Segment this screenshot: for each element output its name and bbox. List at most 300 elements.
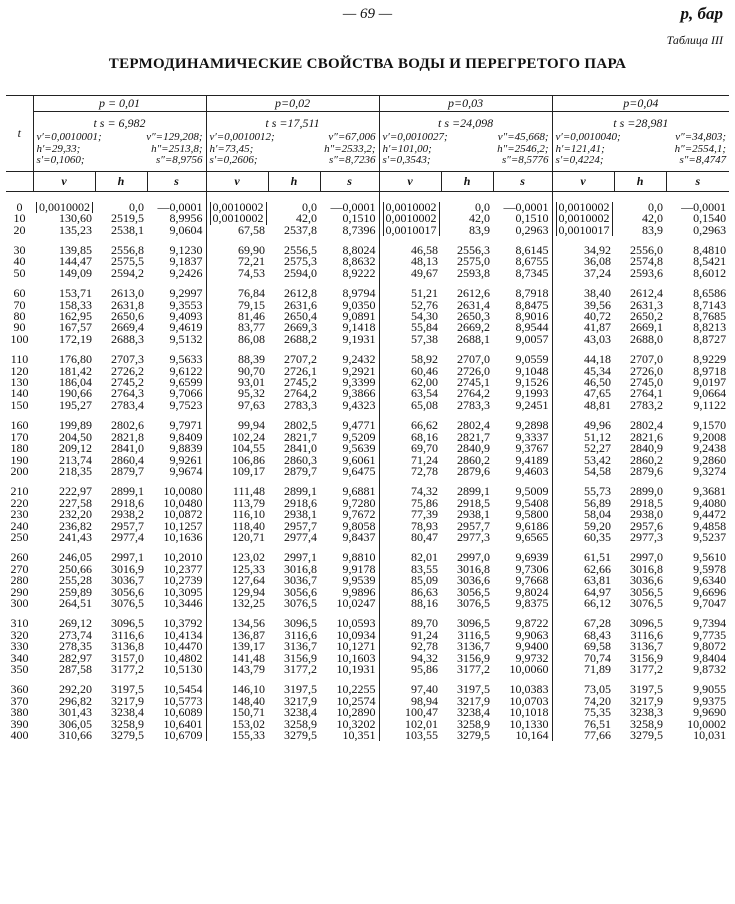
- s-cell: 9,6475: [320, 466, 379, 477]
- h-cell: 2860,3: [284, 454, 318, 466]
- s-cell: 8,9956: [147, 213, 206, 224]
- v-cell: 75,86: [411, 497, 439, 510]
- h-cell: 3177,2: [630, 664, 664, 676]
- table-row: [6, 498, 729, 509]
- saturation-properties: [379, 132, 552, 171]
- h-cell: 2802,6: [111, 420, 144, 432]
- v-cell: 103,55: [405, 730, 439, 742]
- col-header-v: v: [206, 171, 268, 191]
- v-cell: 37,24: [584, 267, 612, 280]
- boxed-value: 0,0010002: [210, 202, 267, 213]
- v-cell: 54,30: [411, 311, 439, 323]
- v-cell: 273,74: [59, 629, 92, 642]
- s-cell: 10,3792: [147, 618, 206, 629]
- s-cell: 9,0559: [493, 354, 552, 365]
- s-cell: 9,0350: [320, 300, 379, 311]
- v-cell: 155,33: [232, 730, 266, 742]
- v-cell: 97,40: [411, 684, 439, 696]
- s-cell: 8,8632: [320, 256, 379, 267]
- table-row: [6, 696, 729, 707]
- h-cell: 3076,5: [284, 597, 318, 610]
- temperature-cell: 310: [10, 618, 29, 630]
- v-cell: 58,92: [411, 354, 439, 366]
- h-cell: 2764,2: [284, 388, 318, 400]
- v-cell: 60,35: [584, 531, 612, 544]
- sat-h-vapor: h″=2554,1;: [674, 142, 727, 155]
- sat-v-liquid: v′=0,0010012;: [209, 132, 275, 143]
- v-cell: 134,56: [232, 618, 266, 630]
- h-cell: 3016,8: [284, 563, 318, 576]
- s-cell: 9,3274: [693, 465, 727, 478]
- s-cell: 9,5209: [320, 432, 379, 443]
- s-cell: 10,2377: [147, 564, 206, 575]
- column-header-row: [6, 171, 729, 191]
- table-row: [6, 311, 729, 322]
- table-row: [6, 630, 729, 641]
- h-cell: 3238,4: [284, 707, 318, 719]
- v-cell: 186,04: [59, 377, 92, 389]
- temperature-cell: 380: [10, 707, 29, 719]
- h-cell: 2538,1: [111, 224, 144, 236]
- s-cell: 10,1931: [320, 664, 379, 675]
- h-cell: 2726,2: [111, 365, 144, 378]
- s-cell: 9,6565: [493, 532, 552, 543]
- col-header-h: h: [441, 171, 493, 191]
- temperature-cell: 0: [16, 201, 23, 214]
- boxed-value: 0,0010002: [383, 213, 440, 224]
- v-cell: 88,16: [411, 597, 439, 610]
- h-cell: 2556,3: [457, 245, 491, 257]
- table-row: [6, 202, 729, 213]
- v-cell: 73,05: [584, 684, 612, 696]
- s-cell: 9,1931: [320, 334, 379, 345]
- v-cell: 67,58: [238, 224, 266, 236]
- saturation-properties: [206, 132, 379, 171]
- v-cell: 72,78: [411, 465, 439, 478]
- boxed-value: 0,0010002: [36, 202, 93, 213]
- temperature-cell: 240: [10, 520, 29, 532]
- h-cell: 2879,6: [457, 465, 491, 478]
- h-cell: 3076,5: [111, 597, 144, 610]
- col-header-v: v: [379, 171, 441, 191]
- s-cell: 9,9178: [320, 564, 379, 575]
- v-cell: 94,32: [411, 652, 439, 664]
- h-cell: 3279,5: [630, 730, 664, 742]
- v-cell: 95,86: [411, 664, 439, 676]
- s-cell: 10,0593: [320, 618, 379, 629]
- v-cell: [379, 225, 441, 236]
- s-cell: 9,1526: [493, 377, 552, 388]
- s-cell: 9,9896: [320, 587, 379, 598]
- h-cell: 3197,5: [111, 684, 144, 696]
- v-cell: 83,77: [238, 322, 266, 334]
- temperature-cell: 130: [10, 377, 29, 389]
- v-cell: 232,20: [59, 509, 92, 521]
- s-cell: 9,0197: [693, 377, 727, 389]
- table-row: [6, 664, 729, 675]
- table-row: [6, 598, 729, 609]
- s-cell: 9,6186: [493, 521, 552, 532]
- h-cell: 3096,5: [630, 618, 664, 630]
- h-cell: 2899,1: [111, 486, 144, 498]
- s-cell: 9,5639: [320, 443, 379, 454]
- s-cell: 8,9229: [693, 354, 727, 366]
- s-cell: 9,2898: [493, 420, 552, 431]
- v-cell: 204,50: [59, 431, 92, 444]
- s-cell: 9,7280: [320, 498, 379, 509]
- table-row: [6, 552, 729, 563]
- s-cell: 8,7396: [320, 225, 379, 236]
- v-cell: 278,35: [59, 641, 92, 653]
- temperature-cell: 60: [13, 288, 26, 300]
- v-cell: [33, 202, 95, 213]
- v-cell: 135,23: [59, 224, 92, 236]
- s-cell: 8,7685: [693, 311, 727, 323]
- v-cell: 69,58: [584, 641, 612, 653]
- h-cell: 2802,4: [630, 420, 664, 432]
- table-row: [6, 486, 729, 497]
- v-cell: 149,09: [59, 267, 92, 280]
- sat-v-liquid: v′=0,0010027;: [382, 132, 448, 143]
- t-column-header: t: [6, 96, 33, 172]
- h-cell: 2764,1: [630, 388, 664, 400]
- v-cell: 287,58: [59, 664, 92, 676]
- h-cell: 3036,7: [111, 575, 144, 587]
- s-cell: 9,7672: [320, 509, 379, 520]
- h-cell: 3056,6: [284, 586, 318, 598]
- s-cell: 8,5421: [693, 256, 727, 268]
- table-row: [6, 455, 729, 466]
- v-cell: 68,43: [584, 629, 612, 642]
- s-cell: —0,0001: [493, 202, 552, 213]
- h-cell: 2764,3: [111, 388, 144, 400]
- sat-h-liquid: h′=101,00;: [382, 142, 432, 155]
- v-cell: 74,32: [411, 486, 439, 498]
- h-cell: 3238,4: [457, 707, 491, 719]
- s-cell: 9,8404: [693, 652, 727, 664]
- table-body: [6, 191, 729, 741]
- v-cell: 218,35: [59, 465, 92, 478]
- sat-h-liquid: h′=73,45;: [209, 142, 254, 155]
- v-cell: 41,87: [584, 322, 612, 334]
- h-cell: 3157,0: [111, 652, 144, 664]
- sat-h-vapor: h″=2513,8;: [151, 142, 203, 155]
- h-cell: 2631,3: [630, 299, 664, 312]
- h-cell: 2575,5: [111, 256, 144, 268]
- v-cell: 259,89: [59, 586, 92, 598]
- h-cell: 3056,5: [630, 586, 664, 598]
- s-cell: 9,0664: [693, 388, 727, 400]
- v-cell: 109,17: [232, 465, 266, 478]
- h-cell: 2707,2: [284, 354, 318, 366]
- s-cell: 0,1540: [693, 213, 727, 225]
- s-cell: 9,9400: [493, 641, 552, 652]
- v-cell: 190,66: [59, 388, 92, 400]
- v-cell: 51,21: [411, 288, 439, 300]
- table-row: [6, 443, 729, 454]
- s-cell: 9,7523: [147, 400, 206, 411]
- v-cell: 64,97: [584, 586, 612, 598]
- s-cell: 9,3399: [320, 377, 379, 388]
- s-cell: 9,3681: [693, 486, 727, 498]
- v-cell: 81,46: [238, 311, 266, 323]
- table-row: [6, 509, 729, 520]
- temperature-cell: 190: [10, 454, 29, 466]
- temperature-cell: 270: [10, 563, 29, 576]
- s-cell: 9,3337: [493, 432, 552, 443]
- s-cell: 9,9732: [493, 653, 552, 664]
- h-cell: 2821,8: [111, 431, 144, 444]
- h-cell: 2745,0: [630, 377, 664, 389]
- temperature-cell: 290: [10, 586, 29, 598]
- s-cell: 9,7971: [147, 420, 206, 431]
- sat-v-vapor: v″=129,208;: [146, 132, 203, 143]
- table-row: [6, 466, 729, 477]
- h-cell: 3156,9: [457, 652, 491, 664]
- temperature-cell: 50: [13, 267, 26, 280]
- h-cell: 3279,5: [457, 730, 491, 742]
- h-cell: 2997,1: [111, 552, 144, 564]
- s-cell: 9,7306: [493, 564, 552, 575]
- v-cell: 93,01: [238, 377, 266, 389]
- sat-s-vapor: s″=8,9756: [155, 154, 203, 167]
- h-cell: 2860,2: [457, 454, 491, 466]
- table-row: [6, 334, 729, 345]
- s-cell: 10,2739: [147, 575, 206, 586]
- s-cell: 9,2008: [693, 431, 727, 444]
- h-cell: 3258,9: [630, 718, 664, 731]
- table-row: [6, 366, 729, 377]
- h-cell: 3136,7: [630, 641, 664, 653]
- v-cell: 227,58: [59, 497, 92, 510]
- s-cell: 9,5633: [147, 354, 206, 365]
- temperature-cell: 350: [10, 664, 29, 676]
- sat-h-vapor: h″=2533,2;: [324, 142, 376, 155]
- temperature-cell: 140: [10, 388, 29, 400]
- v-cell: 172,19: [59, 333, 92, 346]
- boxed-value: 0,0010002: [383, 202, 440, 213]
- col-header-s: s: [147, 171, 206, 191]
- s-cell: 9,4603: [493, 466, 552, 477]
- v-cell: 250,66: [59, 563, 92, 576]
- h-cell: 2997,1: [284, 552, 318, 564]
- h-cell: 0,0: [302, 201, 318, 214]
- h-cell: 2899,0: [630, 486, 664, 498]
- s-cell: 8,9544: [493, 322, 552, 333]
- h-cell: 42,0: [296, 213, 318, 225]
- v-cell: 241,43: [59, 531, 92, 544]
- h-cell: 2726,0: [457, 365, 491, 378]
- h-cell: 3056,5: [457, 586, 491, 598]
- v-cell: 83,55: [411, 563, 439, 576]
- s-cell: 10,0934: [320, 630, 379, 641]
- temperature-cell: 260: [10, 552, 29, 564]
- s-cell: 9,2438: [693, 443, 727, 455]
- v-cell: 104,55: [232, 443, 266, 455]
- table-row: [6, 587, 729, 598]
- v-cell: 66,62: [411, 420, 439, 432]
- h-cell: 2957,6: [630, 520, 664, 532]
- boxed-value: 0,0010002: [556, 202, 613, 213]
- boxed-value: 0,0010002: [556, 213, 613, 224]
- v-cell: 77,66: [584, 730, 612, 742]
- h-cell: 0,0: [129, 201, 144, 214]
- temperature-cell: 10: [13, 213, 26, 225]
- table-row: [6, 730, 729, 741]
- v-cell: 136,87: [232, 629, 266, 642]
- s-cell: 9,1122: [693, 399, 727, 412]
- s-cell: 9,7668: [493, 575, 552, 586]
- v-cell: [552, 225, 614, 236]
- v-cell: 57,38: [411, 333, 439, 346]
- s-cell: 10,0060: [493, 664, 552, 675]
- s-cell: 10,5454: [147, 684, 206, 695]
- s-cell: 9,5132: [147, 334, 206, 345]
- s-cell: 10,2574: [320, 696, 379, 707]
- h-cell: 3076,5: [630, 597, 664, 610]
- s-cell: 9,9375: [693, 695, 727, 708]
- v-cell: 143,79: [232, 664, 266, 676]
- v-cell: 54,58: [584, 465, 612, 478]
- h-cell: 2918,5: [630, 497, 664, 510]
- h-cell: 2688,0: [630, 333, 664, 346]
- s-cell: 9,5610: [693, 552, 727, 564]
- col-header-v: v: [552, 171, 614, 191]
- h-cell: 2783,4: [111, 399, 144, 412]
- h-cell: 2669,2: [457, 322, 491, 334]
- pressure-header-row: [6, 96, 729, 112]
- h-cell: 2650,6: [111, 311, 144, 323]
- s-cell: 9,6599: [147, 377, 206, 388]
- pressure-header: p=0,04: [552, 96, 729, 112]
- group-spacer: [6, 609, 729, 618]
- page-number: — 69 —: [342, 6, 393, 22]
- h-cell: 0,0: [475, 201, 491, 214]
- h-cell: 2745,2: [284, 377, 318, 389]
- s-cell: 8,9794: [320, 288, 379, 299]
- v-cell: 116,10: [232, 509, 266, 521]
- s-cell: 9,9055: [693, 684, 727, 696]
- h-cell: 2612,4: [630, 288, 664, 300]
- temperature-cell: 30: [13, 245, 26, 257]
- table-row: [6, 256, 729, 267]
- v-cell: 95,32: [238, 388, 266, 400]
- v-cell: 139,17: [232, 641, 266, 653]
- h-cell: 2650,2: [630, 311, 664, 323]
- table-row: [6, 684, 729, 695]
- h-cell: 3096,5: [457, 618, 491, 630]
- table-row: [6, 225, 729, 236]
- v-cell: 63,81: [584, 575, 612, 587]
- table-row: [6, 532, 729, 543]
- v-cell: 111,48: [232, 486, 266, 498]
- h-cell: 3136,8: [111, 641, 144, 653]
- temperature-cell: 200: [10, 465, 29, 478]
- table-row: [6, 213, 729, 224]
- h-cell: 2938,1: [457, 509, 491, 521]
- s-cell: 9,1230: [147, 245, 206, 256]
- s-cell: 10,351: [320, 730, 379, 741]
- v-cell: 46,58: [411, 245, 439, 257]
- v-cell: 55,84: [411, 322, 439, 334]
- h-cell: 2957,7: [111, 520, 144, 532]
- s-cell: 10,1330: [493, 719, 552, 730]
- s-cell: 9,1993: [493, 388, 552, 399]
- sat-s-vapor: s″=8,5776: [502, 154, 549, 167]
- s-cell: —0,0001: [147, 202, 206, 213]
- v-cell: 71,89: [584, 664, 612, 676]
- v-cell: 118,40: [232, 520, 266, 532]
- h-cell: 2556,0: [630, 245, 664, 257]
- h-cell: 3016,8: [630, 563, 664, 576]
- h-cell: 3016,9: [111, 563, 144, 576]
- h-cell: 3036,7: [284, 575, 318, 587]
- h-cell: 2977,4: [111, 531, 144, 544]
- temperature-cell: 150: [10, 399, 29, 412]
- s-cell: 9,0604: [147, 225, 206, 236]
- v-cell: 71,24: [411, 454, 439, 466]
- v-cell: 213,74: [59, 454, 92, 466]
- h-cell: 2938,1: [284, 509, 318, 521]
- v-cell: 48,81: [584, 399, 612, 412]
- s-cell: 10,0383: [493, 684, 552, 695]
- h-cell: 2783,3: [284, 399, 318, 412]
- v-cell: 292,20: [59, 684, 92, 696]
- h-cell: 2745,2: [111, 377, 144, 389]
- s-cell: 9,4323: [320, 400, 379, 411]
- h-cell: 2556,5: [284, 245, 318, 257]
- h-cell: 2821,6: [630, 431, 664, 444]
- s-cell: 9,4619: [147, 322, 206, 333]
- h-cell: 2840,9: [630, 443, 664, 455]
- table-label: Таблица III: [666, 33, 723, 47]
- h-cell: 2707,0: [630, 354, 664, 366]
- temperature-cell: 370: [10, 695, 29, 708]
- temperature-cell: 220: [10, 497, 29, 510]
- sat-h-liquid: h′=121,41;: [555, 142, 605, 155]
- h-cell: 2938,2: [111, 509, 144, 521]
- temperature-cell: 70: [13, 299, 26, 312]
- temperature-cell: 110: [10, 354, 29, 366]
- v-cell: [552, 202, 614, 213]
- temperature-cell: 120: [10, 365, 29, 378]
- v-cell: 148,40: [232, 695, 266, 708]
- s-cell: 8,6755: [493, 256, 552, 267]
- s-cell: 9,5978: [693, 563, 727, 576]
- h-cell: 3156,9: [284, 652, 318, 664]
- h-cell: 2613,0: [111, 288, 144, 300]
- s-cell: 10,5130: [147, 664, 206, 675]
- v-cell: 76,84: [238, 288, 266, 300]
- v-cell: 53,42: [584, 454, 612, 466]
- s-cell: 10,2010: [147, 552, 206, 563]
- sat-v-vapor: v″=67,006: [328, 132, 376, 143]
- v-cell: 310,66: [59, 730, 92, 742]
- s-cell: 9,2426: [147, 268, 206, 279]
- h-cell: 2918,6: [111, 497, 144, 510]
- table-row: [6, 300, 729, 311]
- s-cell: 9,3767: [493, 443, 552, 454]
- v-cell: 132,25: [232, 597, 266, 610]
- s-cell: 9,8375: [493, 598, 552, 609]
- v-cell: 120,71: [232, 531, 266, 544]
- s-cell: 10,4134: [147, 630, 206, 641]
- v-cell: 70,74: [584, 652, 612, 664]
- v-cell: 86,63: [411, 586, 439, 598]
- h-cell: 2802,5: [284, 420, 318, 432]
- temperature-cell: 280: [10, 575, 29, 587]
- v-cell: 158,33: [59, 299, 92, 312]
